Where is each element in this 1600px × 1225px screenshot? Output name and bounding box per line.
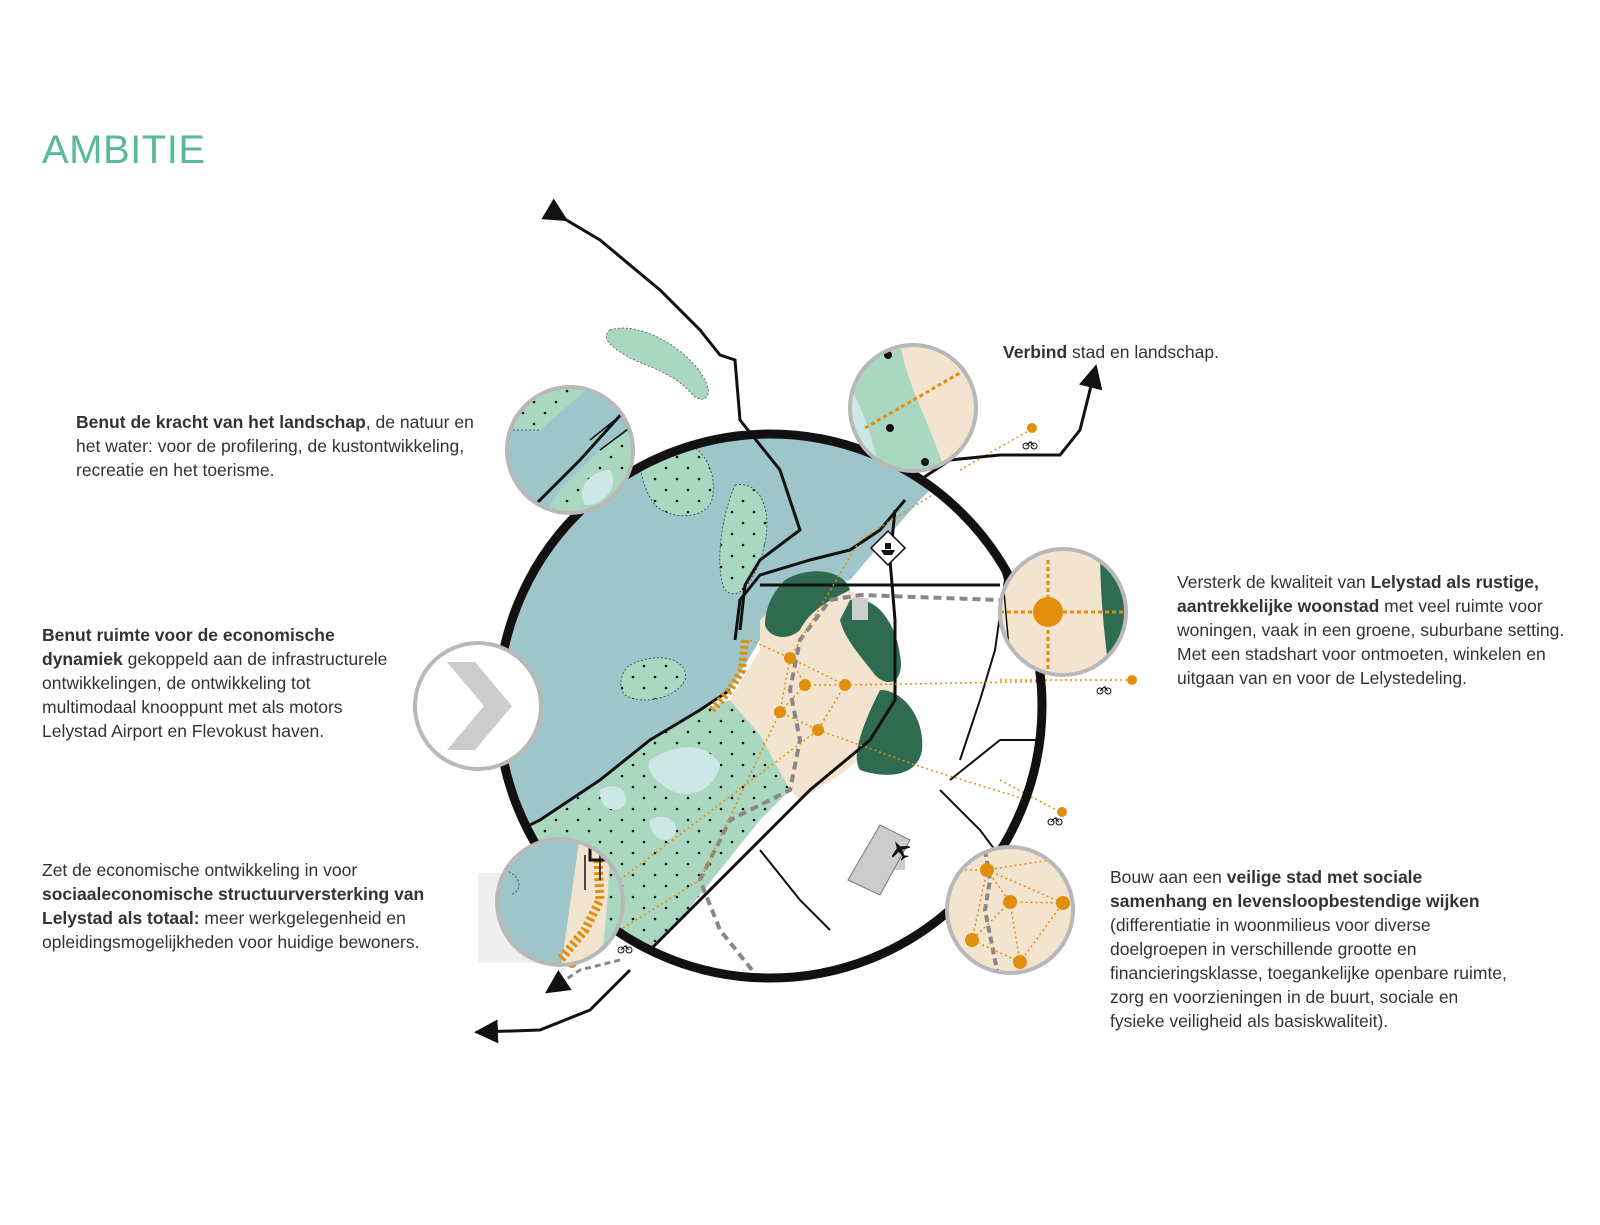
chevron-right-icon <box>415 643 541 769</box>
page-title: AMBITIE <box>42 128 206 172</box>
text-block-safe-city <box>1110 865 1510 1033</box>
text-block-connect <box>1003 340 1303 364</box>
text-connect-rest: stad en landschap. <box>1067 342 1219 362</box>
text-block-dynamics <box>42 623 402 743</box>
text-block-residential <box>1177 570 1567 690</box>
text-block-economy <box>42 858 482 954</box>
text-safe-city-pre: Bouw aan een <box>1110 867 1227 887</box>
text-economy-bold: sociaaleconomische structuurversterking van Lelystad als totaal: <box>42 884 425 928</box>
text-residential-rest: met veel ruimte voor woningen, vaak in een groene, suburbane setting. Met een stadshart voor ontmoeten, winkelen en uitgaan van en voor de Lelystedeling. <box>1177 596 1565 688</box>
outer-island <box>606 328 708 399</box>
text-dynamics-rest: gekoppeld aan de infrastructurele ontwikkelingen, de ontwikkeling tot multimodaal knooppunt met als motors Lelystad Airport en Flevokust haven. <box>42 649 388 741</box>
text-connect-bold: Verbind <box>1003 342 1068 362</box>
text-landscape-rest: , de natuur en het water: voor de profilering, de kustontwikkeling, recreatie en het toerisme. <box>76 412 474 480</box>
detail-circle-safe-city <box>945 845 1085 985</box>
text-block-landscape <box>76 410 476 482</box>
road-southwest <box>480 970 630 1032</box>
text-safe-city-rest: (differentiatie in woonmilieus voor diverse doelgroepen in verschillende grootte en financieringsklasse, toegankelijke openbare ruimte, zorg en voorzieningen in de buurt, sociale en fysieke veiligheid als basiskwaliteit). <box>1110 915 1507 1031</box>
text-safe-city-bold: veilige stad met sociale samenhang en levensloopbestendige wijken <box>1110 867 1480 911</box>
text-economy-pre: Zet de economische ontwikkeling in voor <box>42 860 358 880</box>
text-economy-rest: meer werkgelegenheid en opleidingsmogelijkheden voor huidige bewoners. <box>42 908 420 952</box>
text-landscape-bold: Benut de kracht van het landschap <box>76 412 366 432</box>
text-residential-pre: Versterk de kwaliteit van <box>1177 572 1371 592</box>
text-residential-bold: Lelystad als rustige, aantrekkelijke woonstad <box>1177 572 1539 616</box>
text-dynamics-bold: Benut ruimte voor de economische dynamiek <box>42 625 335 669</box>
